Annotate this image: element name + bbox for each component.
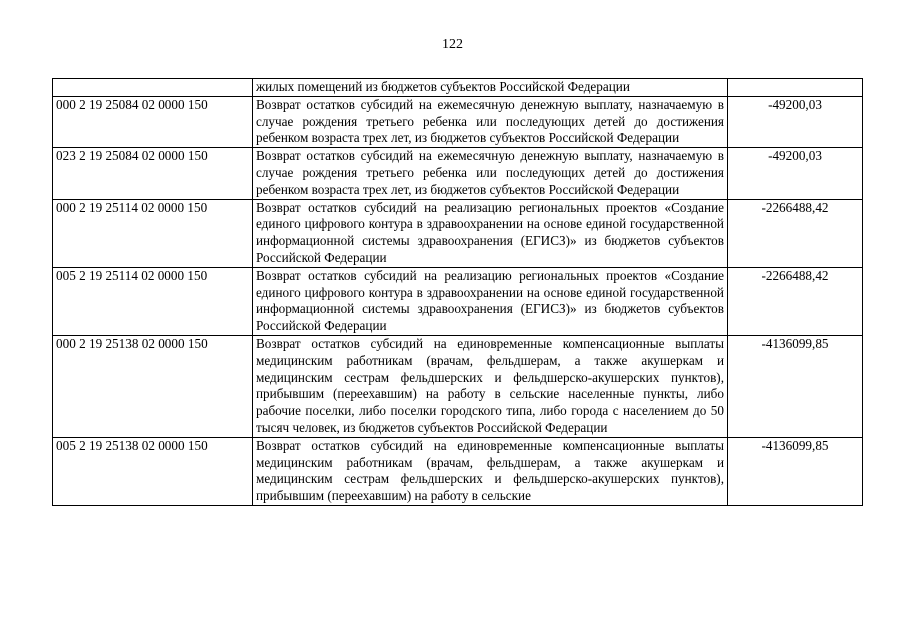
amount-cell: -2266488,42 <box>728 267 863 335</box>
amount-cell: -49200,03 <box>728 148 863 199</box>
budget-code-cell: 000 2 19 25138 02 0000 150 <box>53 335 253 437</box>
table-row <box>53 96 863 147</box>
budget-code-cell: 000 2 19 25084 02 0000 150 <box>53 96 253 147</box>
amount-cell: -4136099,85 <box>728 437 863 505</box>
amount-cell <box>728 79 863 97</box>
table-row <box>53 437 863 505</box>
amount-cell: -4136099,85 <box>728 335 863 437</box>
budget-code-cell: 000 2 19 25114 02 0000 150 <box>53 199 253 267</box>
description-cell: Возврат остатков субсидий на единовременные компенсационные выплаты медицинским работникам (врачам, фельдшерам, а также акушеркам и медицинским сестрам фельдшерских и фельдшерско-акушерских пунктов), прибывшим (переехавшим) на работу в сельские <box>253 437 728 505</box>
budget-table <box>52 78 863 506</box>
budget-code-cell <box>53 79 253 97</box>
amount-cell: -2266488,42 <box>728 199 863 267</box>
description-cell: жилых помещений из бюджетов субъектов Российской Федерации <box>253 79 728 97</box>
description-cell: Возврат остатков субсидий на реализацию региональных проектов «Создание единого цифрового контура в здравоохранении на основе единой государственной информационной системы здравоохранения (ЕГИСЗ)» из бюджетов субъектов Российской Федерации <box>253 199 728 267</box>
table-row <box>53 79 863 97</box>
description-cell: Возврат остатков субсидий на ежемесячную денежную выплату, назначаемую в случае рождения третьего ребенка или последующих детей до достижения ребенком возраста трех лет, из бюджетов субъектов Российской Федерации <box>253 148 728 199</box>
table-row <box>53 267 863 335</box>
amount-cell: -49200,03 <box>728 96 863 147</box>
budget-code-cell: 023 2 19 25084 02 0000 150 <box>53 148 253 199</box>
budget-code-cell: 005 2 19 25114 02 0000 150 <box>53 267 253 335</box>
description-cell: Возврат остатков субсидий на реализацию региональных проектов «Создание единого цифрового контура в здравоохранении на основе единой государственной информационной системы здравоохранения (ЕГИСЗ)» из бюджетов субъектов Российской Федерации <box>253 267 728 335</box>
table-row <box>53 148 863 199</box>
description-cell: Возврат остатков субсидий на единовременные компенсационные выплаты медицинским работникам (врачам, фельдшерам, а также акушеркам и медицинским сестрам фельдшерских и фельдшерско-акушерских пунктов), прибывшим (переехавшим) на работу в сельские населенные пункты, либо рабочие поселки, либо поселки городского типа, либо города с населением до 50 тысяч человек, из бюджетов субъектов Российской Федерации <box>253 335 728 437</box>
page-number: 122 <box>442 37 463 52</box>
description-cell: Возврат остатков субсидий на ежемесячную денежную выплату, назначаемую в случае рождения третьего ребенка или последующих детей до достижения ребенком возраста трех лет, из бюджетов субъектов Российской Федерации <box>253 96 728 147</box>
budget-code-cell: 005 2 19 25138 02 0000 150 <box>53 437 253 505</box>
table-row <box>53 335 863 437</box>
table-row <box>53 199 863 267</box>
